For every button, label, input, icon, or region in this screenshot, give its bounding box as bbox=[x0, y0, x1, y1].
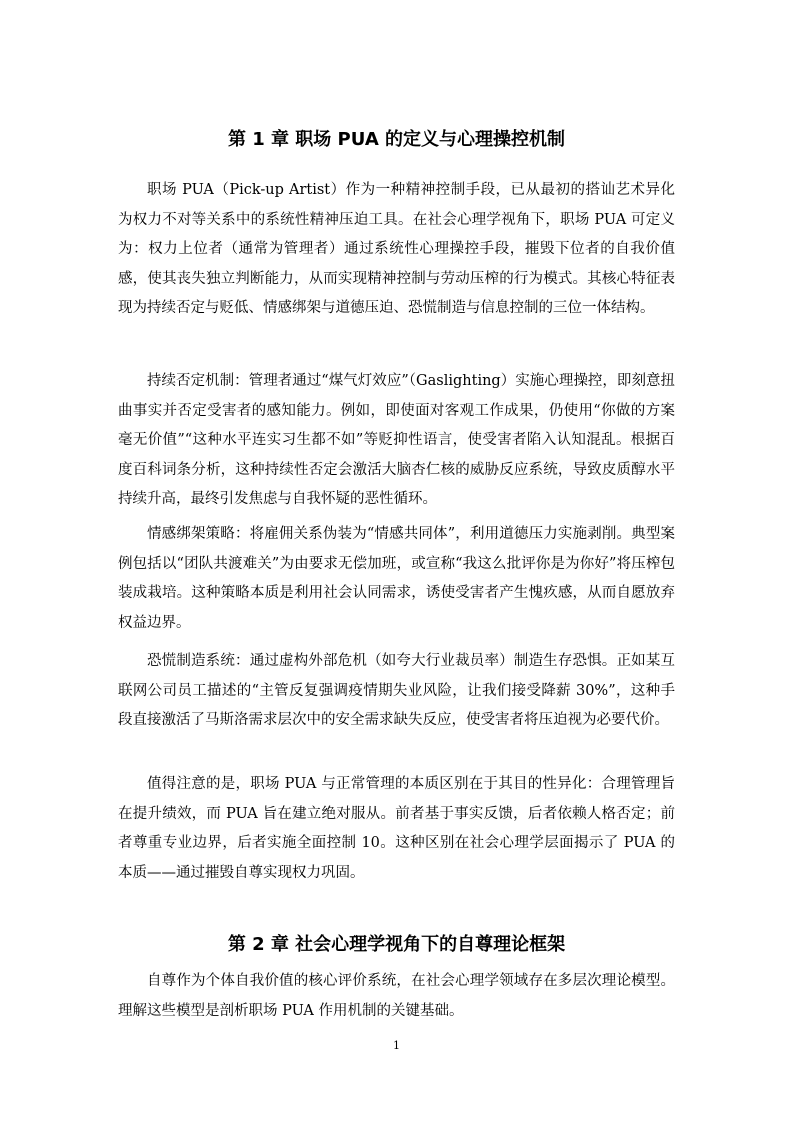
chapter-1-paragraph-5: 值得注意的是，职场 PUA 与正常管理的本质区别在于其目的性异化：合理管理旨在提升绩效，而 PUA 旨在建立绝对服从。前者基于事实反馈，后者依赖人格否定；前者尊重专业边界，后者实施全面控制 10。这种区别在社会心理学层面揭示了 PUA 的本质——通过摧毁自尊实现权力巩固。 bbox=[118, 776, 675, 881]
chapter-1-paragraph-4: 恐慌制造系统：通过虚构外部危机（如夸大行业裁员率）制造生存恐惧。正如某互联网公司员工描述的“主管反复强调疫情期失业风险，让我们接受降薪 30%”，这种手段直接激活了马斯洛需求层次中的安全需求缺失反应，使受害者将压迫视为必要代价。 bbox=[118, 653, 675, 728]
chapter-2-title: 第 2 章 社会心理学视角下的自尊理论框架 bbox=[227, 934, 566, 955]
chapter-1-title: 第 1 章 职场 PUA 的定义与心理操控机制 bbox=[227, 129, 566, 150]
chapter-1-paragraph-2: 持续否定机制：管理者通过“煤气灯效应”（Gaslighting）实施心理操控，即刻意扭曲事实并否定受害者的感知能力。例如，即使面对客观工作成果，仍使用“你做的方案毫无价值”“这种水平连实习生都不如”等贬抑性语言，使受害者陷入认知混乱。根据百度百科词条分析，这种持续性否定会激活大脑杏仁核的威胁反应系统，导致皮质醇水平持续升高，最终引发焦虑与自我怀疑的恶性循环。 bbox=[118, 373, 675, 507]
chapter-1-paragraph-3: 情感绑架策略：将雇佣关系伪装为“情感共同体”，利用道德压力实施剥削。典型案例包括以“团队共渡难关”为由要求无偿加班，或宣称“我这么批评你是为你好”将压榨包装成栽培。这种策略本质是利用社会认同需求，诱使受害者产生愧疚感，从而自愿放弃权益边界。 bbox=[118, 526, 675, 631]
page-number: 1 bbox=[393, 1039, 400, 1052]
chapter-2-paragraph-1: 自尊作为个体自我价值的核心评价系统，在社会心理学领域存在多层次理论模型。理解这些模型是剖析职场 PUA 作用机制的关键基础。 bbox=[118, 973, 675, 1019]
chapter-1-paragraph-1: 职场 PUA（Pick-up Artist）作为一种精神控制手段，已从最初的搭讪艺术异化为权力不对等关系中的系统性精神压迫工具。在社会心理学视角下，职场 PUA 可定义为：权力上位者（通常为管理者）通过系统性心理操控手段，摧毁下位者的自我价值感，使其丧失独立判断能力，从而实现精神控制与劳动压榨的行为模式。其核心特征表现为持续否定与贬低、情感绑架与道德压迫、恐慌制造与信息控制的三位一体结构。 bbox=[118, 182, 675, 316]
